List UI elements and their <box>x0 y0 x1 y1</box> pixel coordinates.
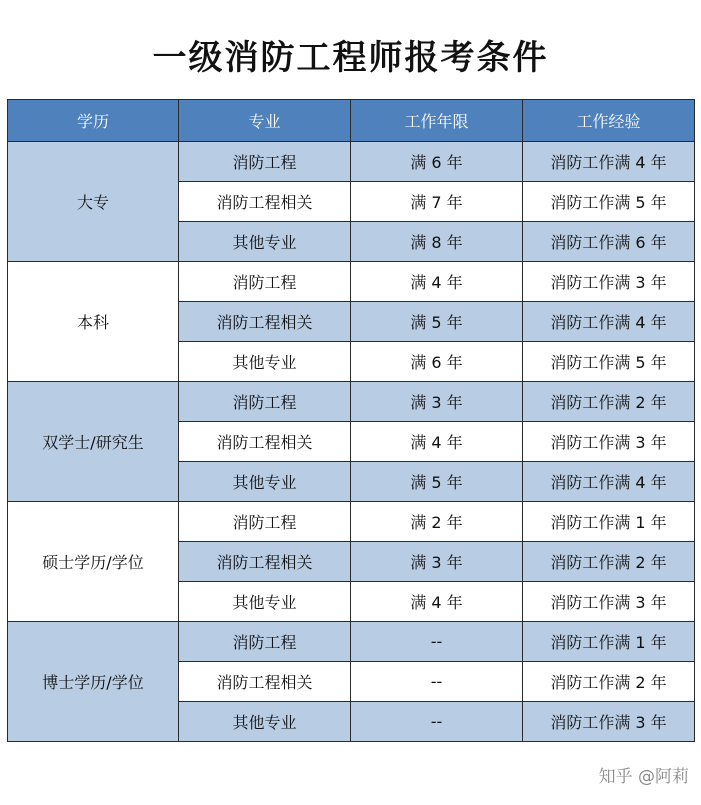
table-header-row <box>8 100 695 142</box>
experience-cell: 消防工作满 5 年 <box>523 342 695 382</box>
years-cell: 满 8 年 <box>351 222 523 262</box>
education-cell: 大专 <box>8 142 179 262</box>
header-major: 专业 <box>179 100 351 142</box>
years-cell: -- <box>351 622 523 662</box>
table-row <box>8 622 695 662</box>
major-cell: 其他专业 <box>179 582 351 622</box>
header-experience: 工作经验 <box>523 100 695 142</box>
table-row <box>8 502 695 542</box>
years-cell: 满 5 年 <box>351 462 523 502</box>
table-row <box>8 142 695 182</box>
years-cell: 满 7 年 <box>351 182 523 222</box>
experience-cell: 消防工作满 2 年 <box>523 382 695 422</box>
years-cell: 满 3 年 <box>351 542 523 582</box>
major-cell: 消防工程相关 <box>179 542 351 582</box>
years-cell: -- <box>351 662 523 702</box>
major-cell: 消防工程 <box>179 142 351 182</box>
major-cell: 其他专业 <box>179 702 351 742</box>
major-cell: 消防工程 <box>179 502 351 542</box>
years-cell: 满 5 年 <box>351 302 523 342</box>
years-cell: 满 6 年 <box>351 342 523 382</box>
experience-cell: 消防工作满 2 年 <box>523 542 695 582</box>
years-cell: 满 6 年 <box>351 142 523 182</box>
major-cell: 消防工程 <box>179 382 351 422</box>
header-years: 工作年限 <box>351 100 523 142</box>
experience-cell: 消防工作满 4 年 <box>523 462 695 502</box>
major-cell: 消防工程相关 <box>179 182 351 222</box>
years-cell: 满 4 年 <box>351 422 523 462</box>
experience-cell: 消防工作满 1 年 <box>523 622 695 662</box>
years-cell: 满 4 年 <box>351 582 523 622</box>
major-cell: 其他专业 <box>179 462 351 502</box>
years-cell: 满 3 年 <box>351 382 523 422</box>
major-cell: 消防工程相关 <box>179 302 351 342</box>
experience-cell: 消防工作满 4 年 <box>523 142 695 182</box>
experience-cell: 消防工作满 3 年 <box>523 262 695 302</box>
experience-cell: 消防工作满 3 年 <box>523 582 695 622</box>
experience-cell: 消防工作满 3 年 <box>523 422 695 462</box>
experience-cell: 消防工作满 2 年 <box>523 662 695 702</box>
watermark: 知乎 @阿莉 <box>598 767 689 787</box>
education-cell: 本科 <box>8 262 179 382</box>
page-title: 一级消防工程师报考条件 <box>152 38 549 78</box>
experience-cell: 消防工作满 4 年 <box>523 302 695 342</box>
experience-cell: 消防工作满 1 年 <box>523 502 695 542</box>
major-cell: 其他专业 <box>179 222 351 262</box>
header-education: 学历 <box>8 100 179 142</box>
experience-cell: 消防工作满 3 年 <box>523 702 695 742</box>
education-cell: 双学士/研究生 <box>8 382 179 502</box>
major-cell: 消防工程 <box>179 262 351 302</box>
major-cell: 消防工程相关 <box>179 422 351 462</box>
table-row <box>8 262 695 302</box>
table-row <box>8 382 695 422</box>
years-cell: 满 2 年 <box>351 502 523 542</box>
requirements-table <box>7 99 695 742</box>
major-cell: 消防工程相关 <box>179 662 351 702</box>
major-cell: 消防工程 <box>179 622 351 662</box>
education-cell: 硕士学历/学位 <box>8 502 179 622</box>
education-cell: 博士学历/学位 <box>8 622 179 742</box>
experience-cell: 消防工作满 5 年 <box>523 182 695 222</box>
years-cell: -- <box>351 702 523 742</box>
years-cell: 满 4 年 <box>351 262 523 302</box>
experience-cell: 消防工作满 6 年 <box>523 222 695 262</box>
major-cell: 其他专业 <box>179 342 351 382</box>
